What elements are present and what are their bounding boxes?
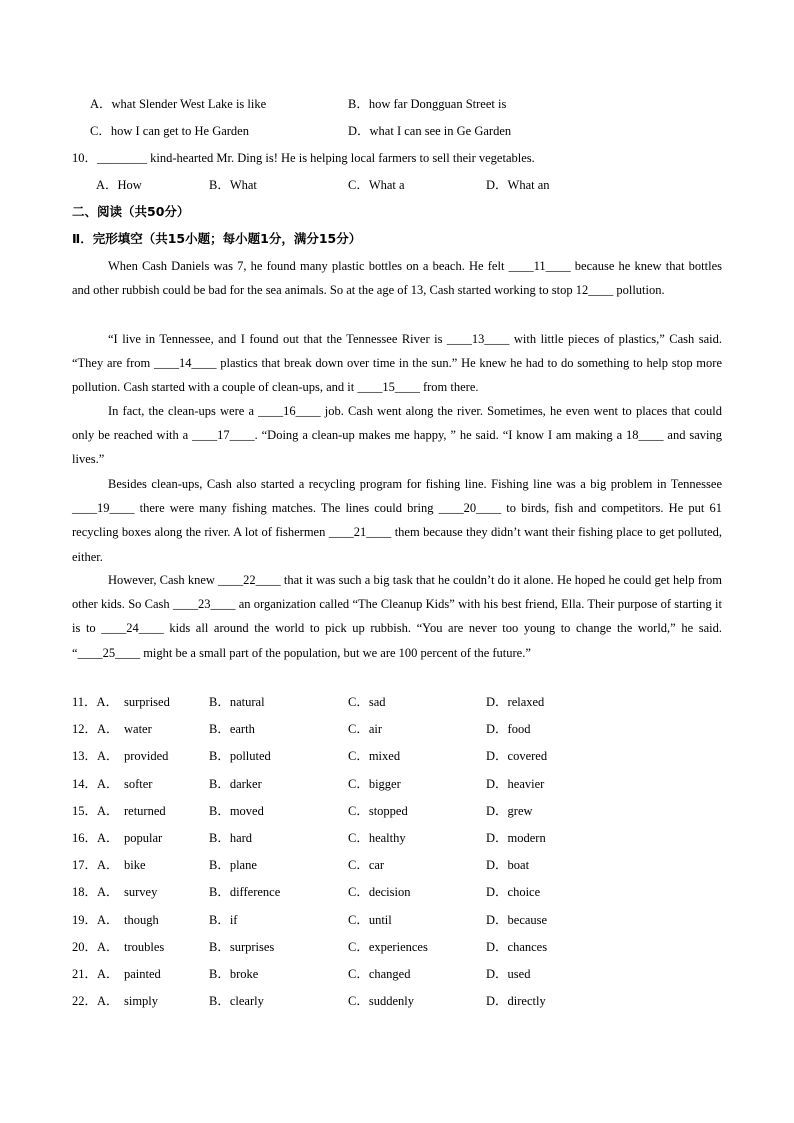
p2-text-4: from there.	[419, 380, 479, 395]
passage-paragraph-1	[72, 254, 722, 302]
option-b: B．earth	[209, 722, 255, 737]
p2-text-3: plastics that break down over time in the sun.” He knew he had to do something to help stop more pollution. Cash started with a couple of clean-ups, and it	[72, 356, 722, 395]
blank-23: ____23____	[172, 597, 236, 612]
p1-text-1: When Cash Daniels was 7, he found many plastic bottles on a beach. He felt	[108, 259, 509, 273]
q10-text: kind-hearted Mr. Ding is! He is helping local farmers to sell their vegetables.	[147, 151, 535, 165]
question-number: 21．A．	[72, 967, 119, 981]
option-c: C．decision	[348, 885, 411, 900]
question-number: 13．A．	[72, 749, 119, 764]
blank-20: ____20____	[438, 501, 502, 516]
option-c: C．sad	[348, 695, 386, 709]
passage-paragraph-5	[72, 568, 722, 665]
question-number: 17．A．	[72, 858, 119, 873]
question-number: 14．A．	[72, 776, 119, 791]
p5-text-5: might be a small part of the population, but we are 100 percent of the future.”	[140, 645, 531, 660]
p2-text-1: “I live in Tennessee, and I found out that the Tennessee River is	[108, 332, 447, 346]
option-b: B．darker	[209, 776, 262, 791]
option-a: though	[124, 912, 159, 927]
option-c: C．healthy	[348, 831, 406, 845]
blank-24: ____24____	[101, 621, 164, 636]
blank-14: ____14____	[154, 356, 217, 371]
option-d: D．grew	[486, 803, 533, 818]
option-a: softer	[124, 776, 153, 791]
question-number: 22．A．	[72, 994, 119, 1009]
blank-25: ____25____	[77, 645, 141, 660]
option-c: C．changed	[348, 967, 411, 981]
q10-number: 10．	[72, 151, 98, 165]
option-a: returned	[124, 803, 166, 818]
option-d: D．food	[486, 722, 531, 737]
option-d: D．modern	[486, 831, 546, 845]
option-c: C．mixed	[348, 749, 401, 764]
option-b: B．surprises	[209, 939, 275, 954]
q10-option-c: C．What a	[348, 178, 405, 192]
option-c: C．experiences	[348, 939, 428, 954]
blank-12: 12____	[575, 283, 614, 298]
question-number: 18．A．	[72, 885, 119, 900]
option-d: D．used	[486, 967, 531, 981]
q9-option-a: A．what Slender West Lake is like	[90, 97, 267, 111]
p4-text-1: Besides clean-ups, Cash also started a recycling program for fishing line. Fishing line was a big problem in Tennessee	[108, 477, 722, 491]
blank-13: ____13____	[446, 332, 510, 346]
option-d: D．choice	[486, 885, 541, 900]
option-c: C．air	[348, 722, 383, 737]
option-a: bike	[124, 858, 146, 873]
p1-text-3: pollution.	[613, 283, 665, 298]
q9-option-c: C．how I can get to He Garden	[90, 124, 249, 138]
p4-text-4: them because they didn’t want their fishing place to get polluted, either.	[72, 525, 722, 564]
option-b: B．hard	[209, 831, 253, 845]
option-a: provided	[124, 749, 169, 764]
question-number: 19．A．	[72, 912, 119, 927]
question-number: 16．A．	[72, 831, 119, 845]
q10-stem	[72, 150, 535, 166]
option-b: B．broke	[209, 967, 259, 981]
option-d: D．because	[486, 912, 548, 927]
q10-option-b: B．What	[209, 178, 257, 192]
blank-11: ____11____	[508, 259, 571, 273]
option-d: D．relaxed	[486, 695, 545, 709]
option-b: B．difference	[209, 885, 281, 900]
q9-option-d: D．what I can see in Ge Garden	[348, 124, 512, 138]
blank-22: ____22____	[218, 573, 281, 587]
option-d: D．covered	[486, 749, 548, 764]
option-b: B．plane	[209, 858, 257, 873]
option-c: C．bigger	[348, 776, 401, 791]
q10-option-d: D．What an	[486, 178, 550, 192]
passage-paragraph-3	[72, 399, 722, 472]
blank-17: ____17____	[192, 428, 255, 443]
option-c: C．car	[348, 858, 385, 873]
q9-option-b: B．how far Dongguan Street is	[348, 97, 507, 111]
option-a: popular	[124, 831, 163, 845]
q10-option-a: A．How	[96, 178, 142, 192]
option-a: painted	[124, 967, 161, 981]
question-number: 12．A．	[72, 722, 119, 737]
passage-paragraph-4	[72, 472, 722, 569]
q10-blank: ________	[97, 151, 148, 165]
question-number: 11．A．	[72, 695, 119, 709]
option-b: B．clearly	[209, 994, 264, 1009]
p4-text-3: to birds, fish and competitors. He put 61 recycling boxes along the river. A lot of fishermen	[72, 501, 722, 540]
option-b: B．if	[209, 912, 238, 927]
blank-21: ____21____	[328, 525, 392, 540]
section-title: 二、阅读（共50分）	[72, 204, 190, 219]
subsection-title: Ⅱ．完形填空（共15小题；每小题1分，满分15分）	[72, 231, 362, 246]
option-a: troubles	[124, 939, 165, 954]
option-a: simply	[124, 994, 159, 1009]
p5-text-3: an organization called “The Cleanup Kids” with his best friend, Ella. Their purpose of starting it is to	[72, 597, 722, 636]
p3-text-1: In fact, the clean-ups were a	[108, 404, 259, 418]
option-d: D．chances	[486, 939, 548, 954]
option-b: B．polluted	[209, 749, 271, 764]
option-c: C．until	[348, 912, 392, 927]
option-b: B．natural	[209, 695, 265, 709]
p5-text-1: However, Cash knew	[108, 573, 219, 587]
p4-text-2: there were many fishing matches. The lines could bring	[134, 501, 439, 516]
p2-text-2: with little pieces of plastics,” Cash said. “They are from	[72, 332, 722, 371]
option-a: water	[124, 722, 152, 737]
blank-16: ____16____	[258, 404, 321, 418]
passage-paragraph-2	[72, 327, 722, 400]
option-c: C．suddenly	[348, 994, 414, 1009]
p5-text-4: kids all around the world to pick up rubbish. “You are never too young to change the world,” he said. “	[72, 621, 722, 660]
option-d: D．boat	[486, 858, 530, 873]
p3-text-2: job. Cash went along the river. Sometimes, he even went to places that could only be reached with a	[72, 404, 722, 443]
question-number: 15．A．	[72, 803, 119, 818]
option-d: D．heavier	[486, 776, 545, 791]
option-a: surprised	[124, 695, 170, 709]
option-d: D．directly	[486, 994, 546, 1009]
blank-15: ____15____	[357, 380, 420, 395]
question-number: 20．A．	[72, 939, 119, 954]
p1-text-2: because he knew that bottles and other rubbish could be bad for the sea animals. So at the age of 13, Cash started working to stop	[72, 259, 722, 298]
option-a: survey	[124, 885, 158, 900]
blank-19: ____19____	[72, 501, 135, 516]
p3-text-4: and saving lives.”	[72, 428, 722, 467]
option-c: C．stopped	[348, 803, 408, 818]
blank-18: 18____	[626, 428, 664, 443]
option-b: B．moved	[209, 803, 264, 818]
p5-text-2: that it was such a big task that he couldn’t do it alone. He hoped he could get help from other kids. So Cash	[72, 573, 723, 612]
p3-text-3: . “Doing a clean-up makes me happy, ” he said. “I know I am making a	[254, 428, 627, 443]
